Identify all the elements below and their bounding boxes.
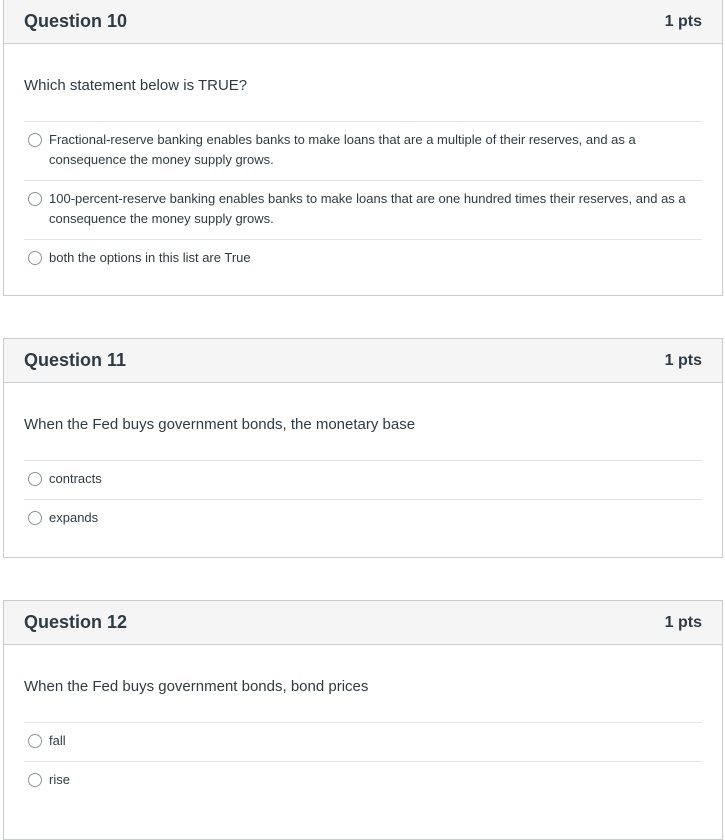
radio-button[interactable]	[28, 472, 42, 486]
answer-label[interactable]: rise	[49, 772, 70, 787]
question-body	[4, 383, 722, 538]
answer-list	[24, 121, 702, 278]
radio-button[interactable]	[28, 192, 42, 206]
radio-button[interactable]	[28, 773, 42, 787]
question-points: 1 pts	[664, 351, 702, 369]
answer-label[interactable]: contracts	[49, 471, 102, 486]
answer-option[interactable]	[24, 500, 702, 538]
answer-label[interactable]: fall	[49, 733, 66, 748]
radio-button[interactable]	[28, 734, 42, 748]
question-points: 1 pts	[664, 613, 702, 631]
question-header	[4, 0, 722, 44]
answer-option[interactable]	[24, 240, 702, 278]
answer-option[interactable]	[24, 461, 702, 500]
question-points: 1 pts	[664, 12, 702, 30]
question-card-11	[3, 338, 723, 558]
question-prompt: When the Fed buys government bonds, the monetary base	[24, 416, 416, 433]
answer-option[interactable]	[24, 762, 702, 800]
question-prompt: When the Fed buys government bonds, bond prices	[24, 678, 369, 695]
question-title: Question 12	[24, 612, 128, 632]
question-body	[4, 44, 722, 278]
answer-option[interactable]	[24, 181, 702, 240]
answer-label[interactable]: both the options in this list are True	[49, 250, 251, 265]
question-title: Question 10	[24, 11, 128, 31]
answer-list	[24, 460, 702, 538]
question-card-12	[3, 600, 723, 840]
answer-option[interactable]	[24, 723, 702, 762]
question-body	[4, 645, 722, 800]
radio-button[interactable]	[28, 133, 42, 147]
question-title: Question 11	[24, 350, 127, 370]
answer-label[interactable]: expands	[49, 510, 99, 525]
radio-button[interactable]	[28, 511, 42, 525]
answer-option[interactable]	[24, 122, 702, 181]
answer-label[interactable]: Fractional-reserve banking enables banks to make loans that are a multiple of their reserves, and as a consequence the money supply grows.	[49, 132, 636, 167]
answer-label[interactable]: 100-percent-reserve banking enables banks to make loans that are one hundred times their reserves, and as a consequence the money supply grows.	[49, 191, 686, 226]
question-prompt: Which statement below is TRUE?	[24, 77, 248, 94]
question-header	[4, 339, 722, 383]
question-card-10	[3, 0, 723, 296]
radio-button[interactable]	[28, 251, 42, 265]
question-header	[4, 601, 722, 645]
answer-list	[24, 722, 702, 800]
